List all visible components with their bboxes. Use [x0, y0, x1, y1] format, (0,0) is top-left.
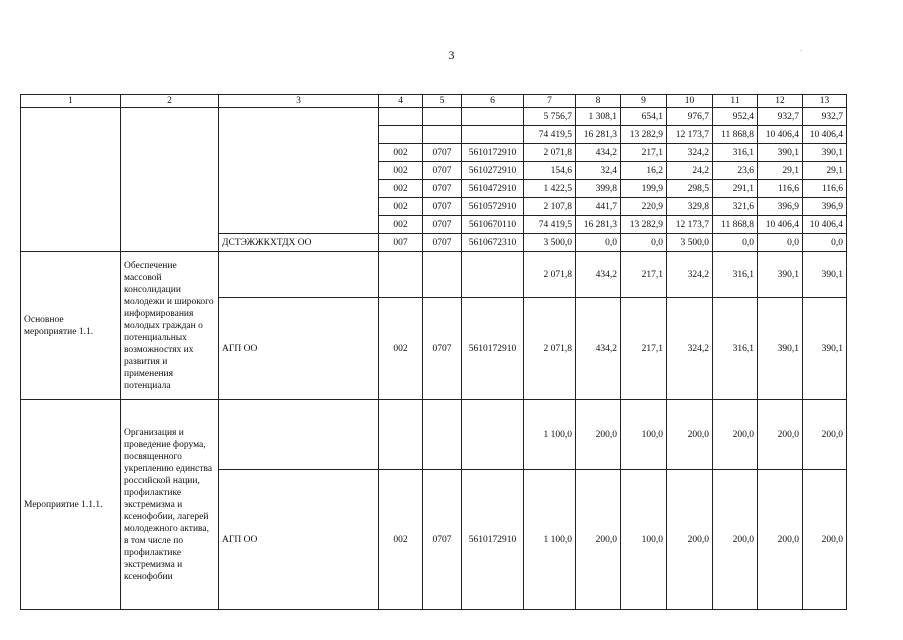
- value-cell: 10 406,4: [758, 126, 803, 144]
- table-row: [21, 108, 847, 126]
- value-cell: 1 100,0: [524, 470, 576, 610]
- value-cell: 952,4: [713, 108, 758, 126]
- target-code-cell: [462, 108, 524, 126]
- value-cell: 13 282,9: [621, 216, 667, 234]
- executor-cell: ДСТЭЖЖКХТДХ ОО: [219, 234, 379, 252]
- value-cell: 74 419,5: [524, 216, 576, 234]
- value-cell: 396,9: [803, 198, 847, 216]
- grbs-code-cell: 002: [379, 198, 423, 216]
- value-cell: 154,6: [524, 162, 576, 180]
- col-header: 5: [423, 95, 462, 108]
- grbs-code-cell: 002: [379, 298, 423, 400]
- target-code-cell: [462, 400, 524, 470]
- value-cell: 116,6: [758, 180, 803, 198]
- executor-cell: АГП ОО: [219, 298, 379, 400]
- value-cell: 298,5: [667, 180, 713, 198]
- grbs-code-cell: 002: [379, 180, 423, 198]
- target-code-cell: 5610172910: [462, 470, 524, 610]
- section-code-cell: 0707: [423, 144, 462, 162]
- value-cell: 0,0: [621, 234, 667, 252]
- value-cell: 32,4: [576, 162, 621, 180]
- target-code-cell: [462, 252, 524, 298]
- description-cell: [121, 108, 219, 252]
- col-header: 13: [803, 95, 847, 108]
- value-cell: 324,2: [667, 298, 713, 400]
- budget-table: [20, 94, 847, 610]
- col-header: 4: [379, 95, 423, 108]
- target-code-cell: 5610472910: [462, 180, 524, 198]
- value-cell: 200,0: [803, 470, 847, 610]
- value-cell: 0,0: [576, 234, 621, 252]
- value-cell: 217,1: [621, 252, 667, 298]
- col-header: 6: [462, 95, 524, 108]
- grbs-code-cell: 002: [379, 162, 423, 180]
- value-cell: 29,1: [758, 162, 803, 180]
- value-cell: 324,2: [667, 252, 713, 298]
- executor-cell: [219, 108, 379, 234]
- value-cell: 24,2: [667, 162, 713, 180]
- measure-description-cell: Обеспечение массовой консолидации молодежи и широкого информирования молодых граждан о потенциальных возможностях их развития и применения потенциала: [121, 252, 219, 400]
- section-code-cell: [423, 126, 462, 144]
- value-cell: 316,1: [713, 144, 758, 162]
- value-cell: 10 406,4: [758, 216, 803, 234]
- value-cell: 200,0: [576, 470, 621, 610]
- table-body: [21, 95, 847, 610]
- value-cell: 10 406,4: [803, 126, 847, 144]
- section-code-cell: 0707: [423, 298, 462, 400]
- value-cell: 3 500,0: [667, 234, 713, 252]
- value-cell: 217,1: [621, 144, 667, 162]
- target-code-cell: 5610670110: [462, 216, 524, 234]
- section-code-cell: 0707: [423, 216, 462, 234]
- executor-cell: [219, 252, 379, 298]
- col-header: 11: [713, 95, 758, 108]
- value-cell: 200,0: [667, 400, 713, 470]
- value-cell: 200,0: [758, 470, 803, 610]
- grbs-code-cell: [379, 108, 423, 126]
- value-cell: 434,2: [576, 144, 621, 162]
- value-cell: 2 071,8: [524, 144, 576, 162]
- grbs-code-cell: 007: [379, 234, 423, 252]
- value-cell: 200,0: [713, 400, 758, 470]
- value-cell: 217,1: [621, 298, 667, 400]
- value-cell: 441,7: [576, 198, 621, 216]
- value-cell: 200,0: [803, 400, 847, 470]
- table-row: [21, 400, 847, 470]
- value-cell: 23,6: [713, 162, 758, 180]
- section-code-cell: 0707: [423, 198, 462, 216]
- target-code-cell: 5610672310: [462, 234, 524, 252]
- grbs-code-cell: [379, 400, 423, 470]
- value-cell: 200,0: [667, 470, 713, 610]
- value-cell: 1 422,5: [524, 180, 576, 198]
- col-header: 12: [758, 95, 803, 108]
- value-cell: 220,9: [621, 198, 667, 216]
- value-cell: 116,6: [803, 180, 847, 198]
- value-cell: 434,2: [576, 298, 621, 400]
- value-cell: 2 071,8: [524, 298, 576, 400]
- value-cell: 434,2: [576, 252, 621, 298]
- executor-cell: [219, 400, 379, 470]
- measure-name-cell: Основное мероприятие 1.1.: [21, 252, 121, 400]
- scan-mark: .: [800, 44, 802, 53]
- value-cell: 1 308,1: [576, 108, 621, 126]
- value-cell: 324,2: [667, 144, 713, 162]
- col-header: 1: [21, 95, 121, 108]
- target-code-cell: 5610172910: [462, 298, 524, 400]
- col-header: 10: [667, 95, 713, 108]
- value-cell: 16 281,3: [576, 126, 621, 144]
- value-cell: 0,0: [803, 234, 847, 252]
- page-number: 3: [448, 48, 455, 62]
- measure-description-cell: Организация и проведение форума, посвященного укреплению единства российской нации, профилактике экстремизма и ксенофобии, лагерей молодежного актива, в том числе по профилактике экстремизма и ксенофобии: [121, 400, 219, 610]
- value-cell: 316,1: [713, 298, 758, 400]
- value-cell: 200,0: [713, 470, 758, 610]
- section-code-cell: [423, 400, 462, 470]
- table-row: [21, 252, 847, 298]
- target-code-cell: [462, 126, 524, 144]
- value-cell: 11 868,8: [713, 216, 758, 234]
- value-cell: 390,1: [758, 252, 803, 298]
- target-code-cell: 5610572910: [462, 198, 524, 216]
- header-row: [21, 95, 847, 108]
- value-cell: 390,1: [758, 298, 803, 400]
- value-cell: 932,7: [803, 108, 847, 126]
- value-cell: 390,1: [803, 144, 847, 162]
- value-cell: 12 173,7: [667, 216, 713, 234]
- value-cell: 29,1: [803, 162, 847, 180]
- grbs-code-cell: 002: [379, 144, 423, 162]
- value-cell: 0,0: [713, 234, 758, 252]
- section-code-cell: [423, 252, 462, 298]
- target-code-cell: 5610172910: [462, 144, 524, 162]
- grbs-code-cell: 002: [379, 216, 423, 234]
- col-header: 8: [576, 95, 621, 108]
- col-header: 3: [219, 95, 379, 108]
- value-cell: 0,0: [758, 234, 803, 252]
- value-cell: 976,7: [667, 108, 713, 126]
- value-cell: 10 406,4: [803, 216, 847, 234]
- value-cell: 3 500,0: [524, 234, 576, 252]
- value-cell: 396,9: [758, 198, 803, 216]
- value-cell: 200,0: [576, 400, 621, 470]
- grbs-code-cell: [379, 252, 423, 298]
- value-cell: 654,1: [621, 108, 667, 126]
- grbs-code-cell: [379, 126, 423, 144]
- value-cell: 16,2: [621, 162, 667, 180]
- value-cell: 200,0: [758, 400, 803, 470]
- value-cell: 932,7: [758, 108, 803, 126]
- col-header: 7: [524, 95, 576, 108]
- section-name-cell: [21, 108, 121, 252]
- section-code-cell: 0707: [423, 180, 462, 198]
- value-cell: 1 100,0: [524, 400, 576, 470]
- value-cell: 2 071,8: [524, 252, 576, 298]
- value-cell: 390,1: [803, 252, 847, 298]
- value-cell: 390,1: [758, 144, 803, 162]
- col-header: 2: [121, 95, 219, 108]
- value-cell: 11 868,8: [713, 126, 758, 144]
- value-cell: 199,9: [621, 180, 667, 198]
- value-cell: 74 419,5: [524, 126, 576, 144]
- measure-name-cell: Мероприятие 1.1.1.: [21, 400, 121, 610]
- col-header: 9: [621, 95, 667, 108]
- value-cell: 399,8: [576, 180, 621, 198]
- executor-cell: АГП ОО: [219, 470, 379, 610]
- value-cell: 12 173,7: [667, 126, 713, 144]
- value-cell: 100,0: [621, 470, 667, 610]
- target-code-cell: 5610272910: [462, 162, 524, 180]
- value-cell: 291,1: [713, 180, 758, 198]
- value-cell: 16 281,3: [576, 216, 621, 234]
- value-cell: 100,0: [621, 400, 667, 470]
- grbs-code-cell: 002: [379, 470, 423, 610]
- value-cell: 329,8: [667, 198, 713, 216]
- value-cell: 316,1: [713, 252, 758, 298]
- value-cell: 321,6: [713, 198, 758, 216]
- section-code-cell: [423, 108, 462, 126]
- section-code-cell: 0707: [423, 470, 462, 610]
- value-cell: 5 756,7: [524, 108, 576, 126]
- section-code-cell: 0707: [423, 162, 462, 180]
- section-code-cell: 0707: [423, 234, 462, 252]
- value-cell: 13 282,9: [621, 126, 667, 144]
- value-cell: 390,1: [803, 298, 847, 400]
- value-cell: 2 107,8: [524, 198, 576, 216]
